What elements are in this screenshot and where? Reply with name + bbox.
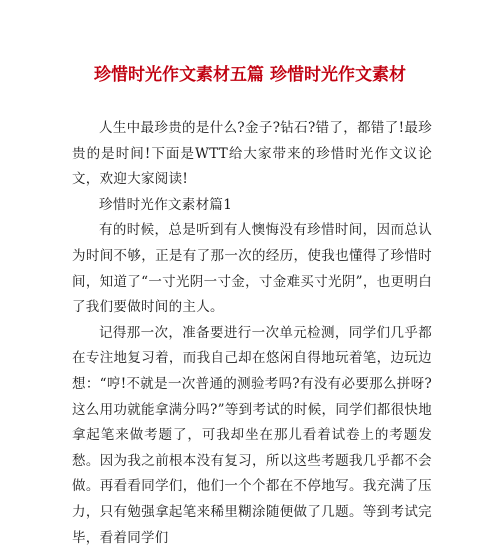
body-paragraph: 有的时候，总是听到有人懊悔没有珍惜时间，因而总认为时间不够，正是有了那一次的经历，使我也懂得了珍惜时间，知道了“一寸光阴一寸金，寸金难买寸光阴”，也更明白了我们要做时间的主人。 bbox=[72, 222, 432, 316]
intro-paragraph: 人生中最珍贵的是什么?金子?钻石?错了，都错了!最珍贵的是时间!下面是WTT给大家带来的珍惜时光作文议论文，欢迎大家阅读! bbox=[72, 120, 432, 188]
body-paragraph: 记得那一次，准备要进行一次单元检测，同学们几乎都在专注地复习着，而我自己却在悠闲自得地玩着笔，边玩边想：“哼!不就是一次普通的测验考吗?有没有必要那么拼呀?这么用功就能拿满分吗?”等到考试的时候，同学们都很快地拿起笔来做考题了，可我却坐在那儿看着试卷上的考题发愁。因为我之前根本没有复习，所以这些考题我几乎都不会做。再看看同学们，他们一个个都在不停地写。我充满了压力，只有勉强拿起笔来稀里糊涂随便做了几题。等到考试完毕，看着同学们 bbox=[72, 324, 432, 546]
section-heading: 珍惜时光作文素材篇1 bbox=[99, 196, 233, 213]
document-body bbox=[72, 116, 432, 551]
document-title: 珍惜时光作文素材五篇 珍惜时光作文素材 bbox=[94, 65, 406, 85]
